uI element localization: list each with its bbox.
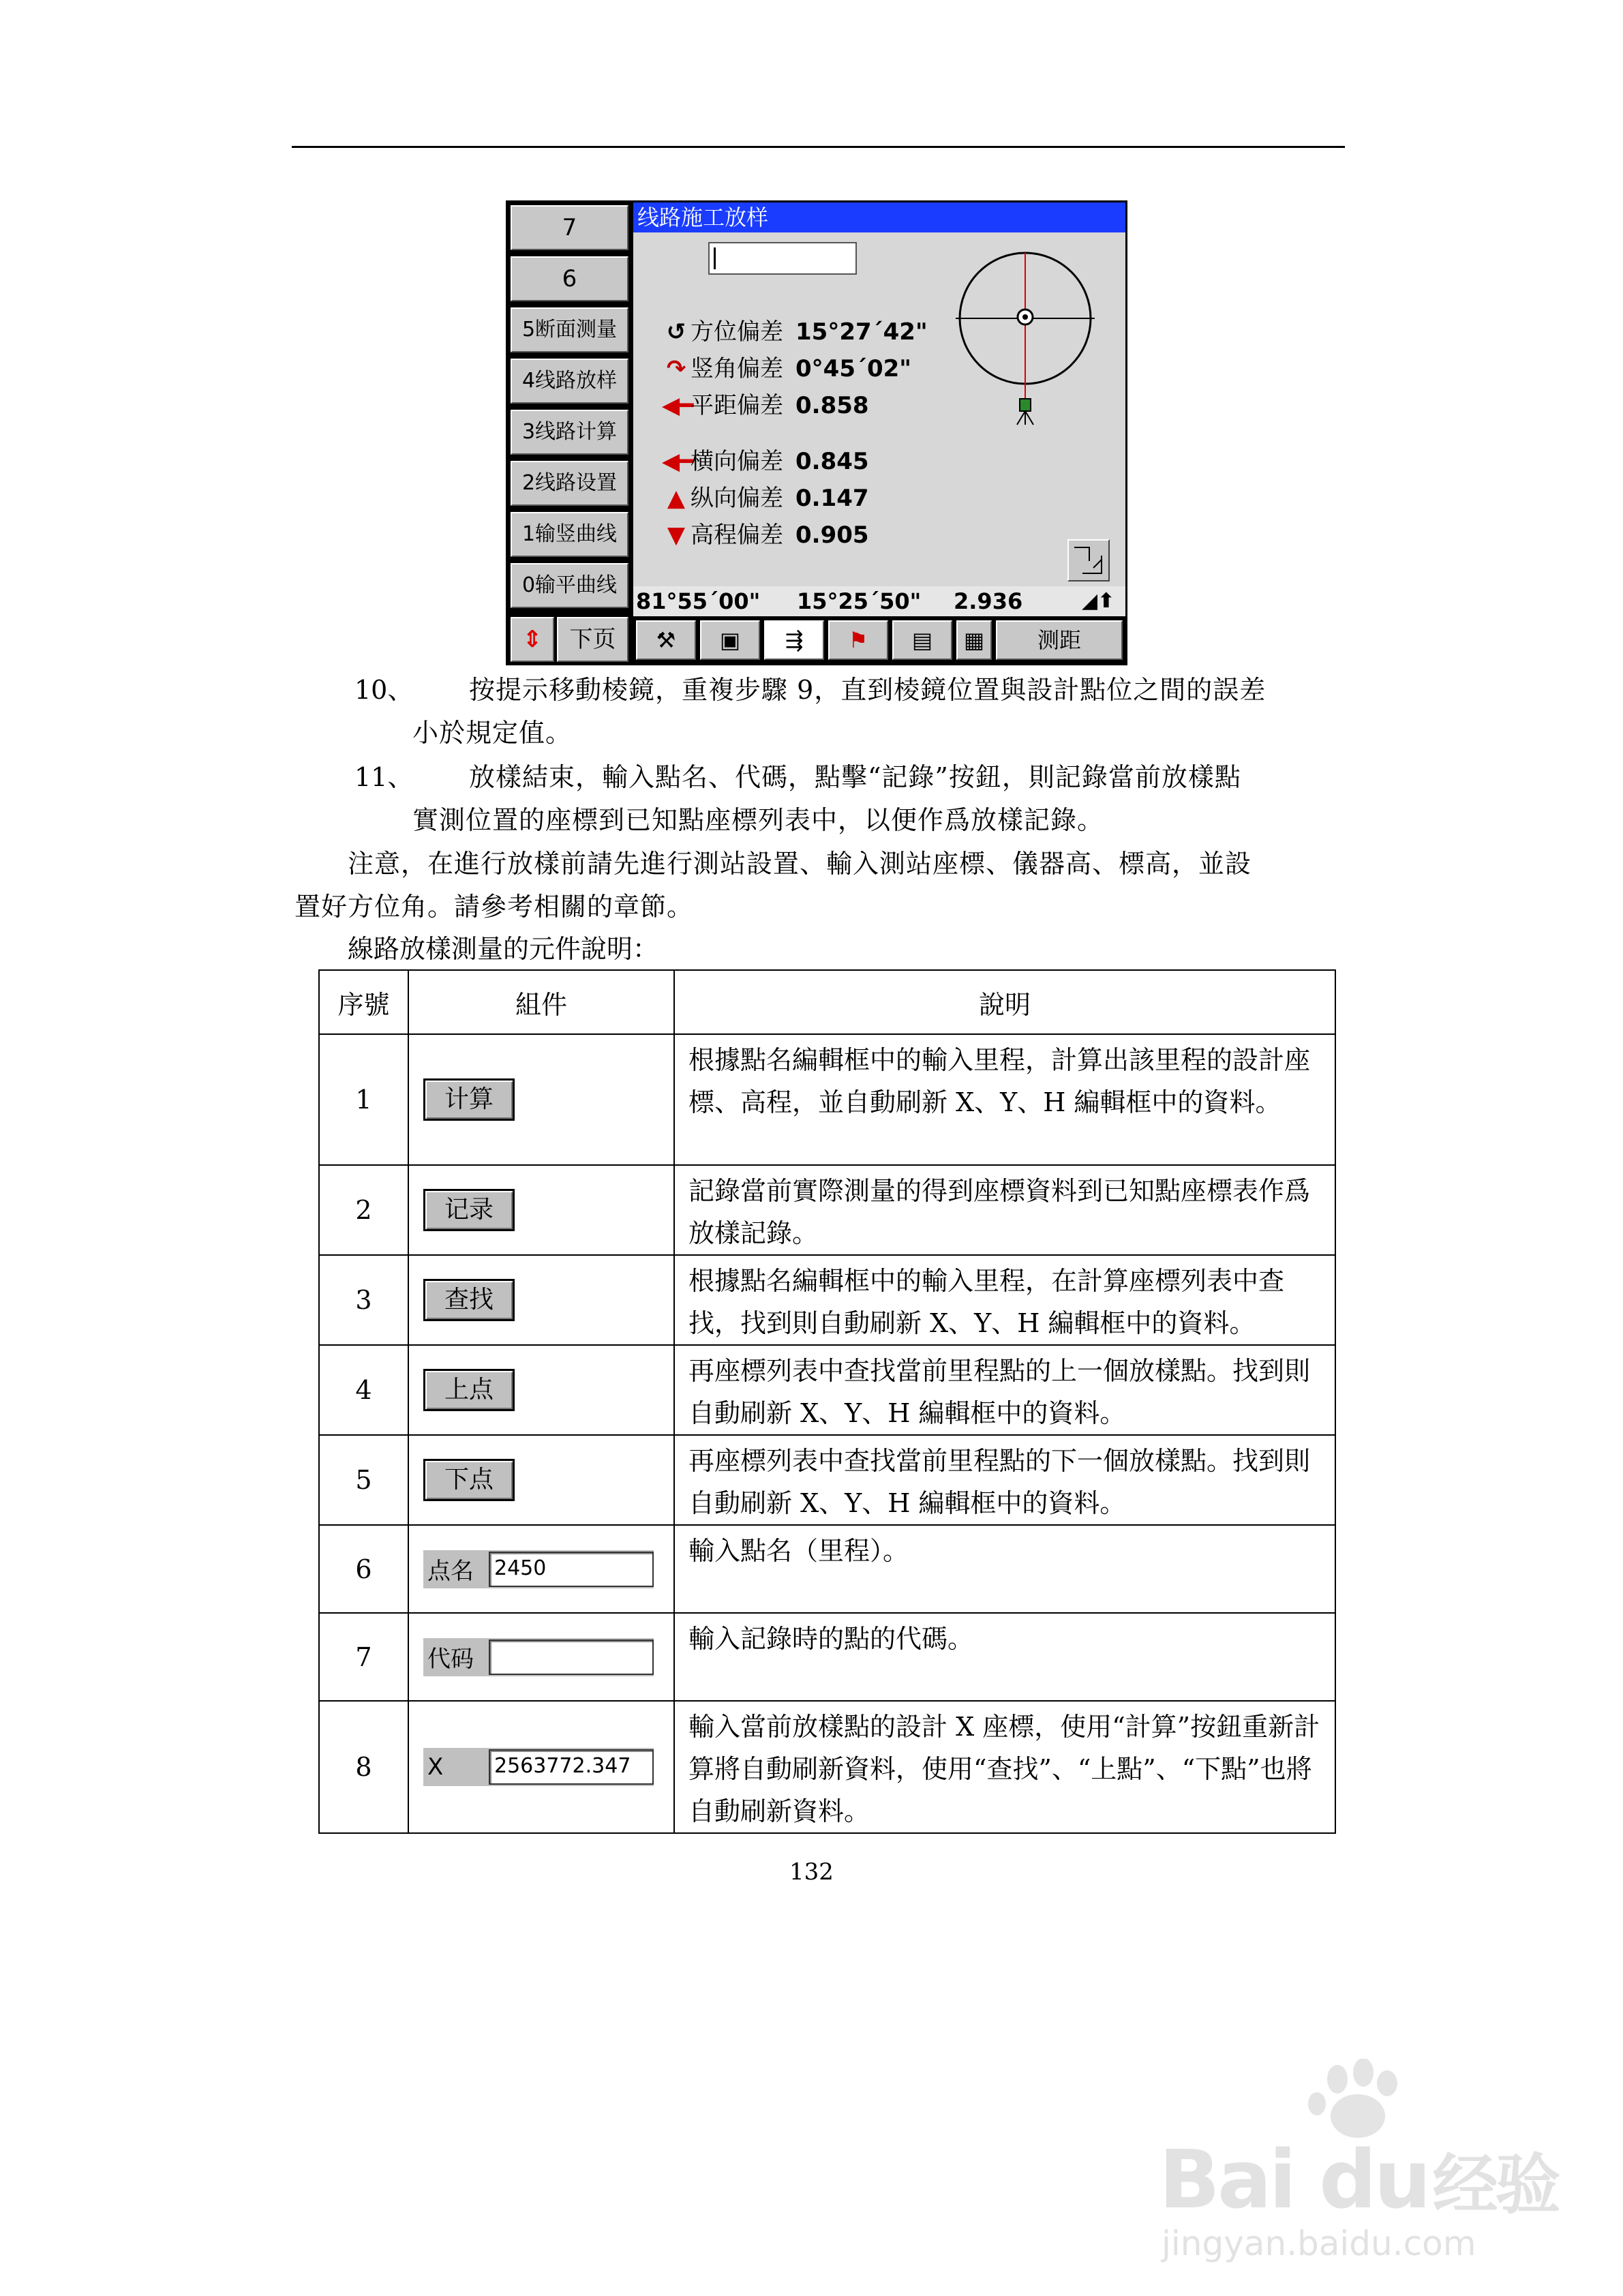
arrow-left-icon: ◀━ bbox=[662, 392, 694, 419]
row-number: 3 bbox=[319, 1255, 408, 1345]
row-vertical-angle-deviation: ↷ 竖角偏差 0°45´02" bbox=[662, 354, 911, 384]
step-10-number: 10、 bbox=[354, 675, 414, 705]
table-intro: 線路放樣測量的元件說明： bbox=[348, 934, 659, 964]
table-row bbox=[319, 1701, 1335, 1833]
row-number: 7 bbox=[319, 1613, 408, 1701]
table-row bbox=[319, 1255, 1335, 1345]
stakeout-panel bbox=[633, 202, 1125, 614]
sidebar-button-route-calc[interactable]: 3线路计算 bbox=[511, 410, 628, 455]
step-11-line1: 放樣結束，輸入點名、代碼，點擊“記錄”按鈕，則記錄當前放樣點 bbox=[469, 762, 1241, 792]
panel-title: 线路施工放样 bbox=[633, 202, 1125, 232]
header-component: 組件 bbox=[408, 970, 674, 1034]
step-11-line2: 實測位置的座標到已知點座標列表中，以便作爲放樣記錄。 bbox=[412, 805, 1104, 835]
step-10-line2: 小於規定值。 bbox=[412, 718, 573, 748]
arrows-updown-icon[interactable]: ⇕ bbox=[511, 617, 554, 662]
status-bar bbox=[633, 586, 1125, 616]
sidebar-button-route-settings[interactable]: 2线路设置 bbox=[511, 461, 628, 506]
component-table bbox=[318, 969, 1336, 1834]
x-coordinate-input[interactable]: 2563772.347 bbox=[489, 1749, 654, 1785]
table-header-row bbox=[319, 970, 1335, 1034]
next-page-button[interactable]: 下页 bbox=[557, 617, 628, 662]
device-toolbar bbox=[633, 618, 1125, 663]
route-view-icon[interactable]: ⇶ bbox=[764, 620, 824, 660]
baidu-watermark bbox=[1159, 2059, 1622, 2277]
row-horizontal-distance-deviation: ◀━平距偏差 0.858 bbox=[662, 392, 869, 419]
watermark-url: jingyan.baidu.com bbox=[1162, 2224, 1476, 2263]
target-prism-icon[interactable]: ⚑ bbox=[828, 620, 888, 660]
row-description: 輸入點名（里程）。 bbox=[674, 1525, 1335, 1613]
table-row bbox=[319, 1165, 1335, 1255]
code-field bbox=[423, 1638, 654, 1676]
row-azimuth-deviation: ↺ 方位偏差 15°27´42" bbox=[662, 317, 928, 347]
row-number: 5 bbox=[319, 1435, 408, 1525]
note-line1: 注意，在進行放樣前請先進行測站設置、輸入測站座標、儀器高、標高，並設 bbox=[348, 849, 1252, 879]
window-icon[interactable]: ▤ bbox=[892, 620, 952, 660]
device-screenshot bbox=[506, 200, 1127, 665]
table-row bbox=[319, 1034, 1335, 1165]
grid-icon[interactable]: ▦ bbox=[956, 620, 992, 660]
header-no: 序號 bbox=[319, 970, 408, 1034]
code-input[interactable] bbox=[489, 1640, 654, 1675]
rotate-icon: ↺ bbox=[666, 318, 686, 346]
point-name-label: 点名 bbox=[427, 1558, 474, 1585]
table-row bbox=[319, 1525, 1335, 1613]
sidebar-button-section-survey[interactable]: 5断面测量 bbox=[511, 307, 628, 352]
x-coordinate-label: X bbox=[427, 1753, 444, 1781]
find-button[interactable]: 查找 bbox=[423, 1279, 515, 1321]
page-corner-icon bbox=[1069, 541, 1108, 580]
row-description: 根據點名編輯框中的輸入里程，在計算座標列表中查找，找到則自動刷新 X、Y、H 編輯框中的資料。 bbox=[674, 1255, 1335, 1345]
calculate-button[interactable]: 计算 bbox=[423, 1078, 515, 1121]
signal-icon: ◢⬆ bbox=[1082, 589, 1115, 613]
point-name-field bbox=[423, 1550, 654, 1588]
prism-icon bbox=[1017, 399, 1033, 425]
arrow-up-icon: ▲ bbox=[667, 485, 686, 512]
watermark-brand: Bai du经验 bbox=[1159, 2132, 1558, 2226]
status-v-angle: 15°25´50" bbox=[797, 588, 922, 614]
previous-point-button[interactable]: 上点 bbox=[423, 1369, 515, 1411]
table-row bbox=[319, 1345, 1335, 1435]
device-sidebar bbox=[508, 202, 631, 663]
status-hz-angle: 81°55´00" bbox=[636, 588, 761, 614]
row-lateral-deviation: ◀━横向偏差 0.845 bbox=[662, 448, 869, 475]
measure-distance-button[interactable]: 测距 bbox=[996, 620, 1123, 660]
step-10-line1: 按提示移動棱鏡，重複步驟 9，直到棱鏡位置與設計點位之間的誤差 bbox=[469, 675, 1266, 705]
record-button[interactable]: 记录 bbox=[423, 1189, 515, 1231]
row-number: 6 bbox=[319, 1525, 408, 1613]
arrow-down-icon: ▼ bbox=[667, 522, 686, 549]
row-description: 再座標列表中查找當前里程點的下一個放樣點。找到則自動刷新 X、Y、H 編輯框中的資料。 bbox=[674, 1435, 1335, 1525]
row-description: 再座標列表中查找當前里程點的上一個放樣點。找到則自動刷新 X、Y、H 編輯框中的資料。 bbox=[674, 1345, 1335, 1435]
target-graphic bbox=[949, 250, 1102, 427]
sidebar-button-horizontal-curve[interactable]: 0输平曲线 bbox=[511, 563, 628, 608]
step-11-number: 11、 bbox=[354, 762, 414, 792]
row-number: 1 bbox=[319, 1034, 408, 1165]
row-number: 8 bbox=[319, 1701, 408, 1833]
point-name-input[interactable] bbox=[708, 242, 857, 275]
header-description: 說明 bbox=[674, 970, 1335, 1034]
x-coordinate-field bbox=[423, 1748, 654, 1786]
table-row bbox=[319, 1613, 1335, 1701]
row-number: 2 bbox=[319, 1165, 408, 1255]
row-number: 4 bbox=[319, 1345, 408, 1435]
row-description: 根據點名編輯框中的輸入里程，計算出該里程的設計座標、高程，並自動刷新 X、Y、H 編輯框中的資料。 bbox=[674, 1034, 1335, 1165]
row-description: 記錄當前實際測量的得到座標資料到已知點座標表作爲放樣記錄。 bbox=[674, 1165, 1335, 1255]
sidebar-button-vertical-curve[interactable]: 1输竖曲线 bbox=[511, 512, 628, 557]
row-longitudinal-deviation: ▲ 纵向偏差 0.147 bbox=[662, 483, 869, 513]
scroll-corner-button[interactable] bbox=[1067, 539, 1110, 581]
code-label: 代码 bbox=[427, 1646, 474, 1673]
curved-arrow-icon: ↷ bbox=[666, 355, 686, 382]
sidebar-button-6[interactable]: 6 bbox=[511, 256, 628, 301]
page-number: 132 bbox=[789, 1858, 834, 1886]
save-icon[interactable]: ▣ bbox=[700, 620, 760, 660]
table-row bbox=[319, 1435, 1335, 1525]
sidebar-button-route-stakeout[interactable]: 4线路放样 bbox=[511, 359, 628, 404]
arrow-left-icon: ◀━ bbox=[662, 448, 694, 475]
status-distance: 2.936 bbox=[954, 588, 1023, 614]
row-description: 輸入記錄時的點的代碼。 bbox=[674, 1613, 1335, 1701]
tools-icon[interactable]: ⚒ bbox=[636, 620, 696, 660]
row-elevation-deviation: ▼ 高程偏差 0.905 bbox=[662, 520, 869, 550]
header-rule bbox=[292, 146, 1345, 148]
point-name-input[interactable]: 2450 bbox=[489, 1552, 654, 1587]
next-point-button[interactable]: 下点 bbox=[423, 1459, 515, 1501]
note-line2: 置好方位角。請參考相關的章節。 bbox=[294, 892, 694, 922]
sidebar-button-7[interactable]: 7 bbox=[511, 205, 628, 250]
row-description: 輸入當前放樣點的設計 X 座標，使用“計算”按鈕重新計算將自動刷新資料，使用“查找”、“上點”、“下點”也將自動刷新資料。 bbox=[674, 1701, 1335, 1833]
